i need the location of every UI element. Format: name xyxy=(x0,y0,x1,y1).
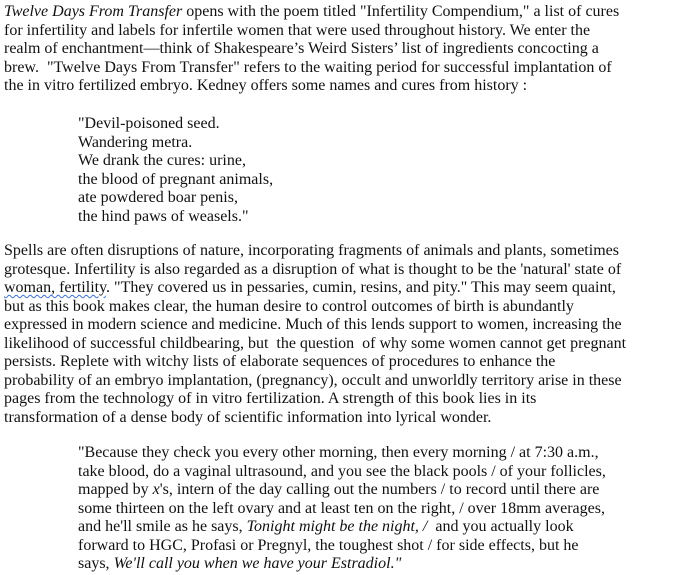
text-segment: expressed in modern science and medicine. Much of this lends support to women, increasing the xyxy=(4,316,622,333)
text-segment: "Because they check you every other morning, then every morning / at 7:30 a.m., xyxy=(78,444,599,461)
text-line xyxy=(78,481,606,500)
text-line xyxy=(78,152,273,171)
text-line xyxy=(4,316,626,335)
text-segment: pages from the technology of in vitro fertilization. A strength of this book lies in its xyxy=(4,390,537,407)
spellcheck-flagged-text[interactable]: woman, fertility xyxy=(4,279,107,296)
text-segment: the in vitro fertilized embryo. Kedney offers some names and cures from history : xyxy=(4,77,528,94)
text-line xyxy=(78,463,606,482)
text-line xyxy=(78,555,606,574)
text-segment: take blood, do a vaginal ultrasound, and you see the black pools / of your follicles, xyxy=(78,462,606,480)
text-segment: . "They covered us in pessaries, cumin, resins, and pity." This may seem quaint, xyxy=(106,279,616,296)
text-line xyxy=(4,77,619,96)
text-line xyxy=(4,242,626,261)
text-line xyxy=(4,261,626,280)
text-segment: transformation of a dense body of scientific information into lyrical wonder. xyxy=(4,408,492,426)
text-line xyxy=(78,171,273,190)
text-line xyxy=(4,372,626,391)
text-segment: says, xyxy=(78,555,114,572)
text-line xyxy=(4,59,619,78)
text-segment: realm of enchantment—think of Shakespeare’s Weird Sisters’ list of ingredients concocting a xyxy=(4,40,599,57)
block-quote xyxy=(78,444,606,574)
text-segment: for infertility and labels for infertile women that were used throughout history. We enter the xyxy=(4,21,591,39)
body-paragraph xyxy=(4,242,626,427)
italic-text: Tonight might be the night, / xyxy=(246,518,432,535)
italic-text: x xyxy=(152,481,160,498)
text-segment: mapped by xyxy=(78,481,153,498)
text-segment: and you actually look xyxy=(431,518,574,535)
text-segment: and he'll smile as he says, xyxy=(78,518,247,535)
text-line xyxy=(78,208,273,227)
text-segment: "Devil-poisoned seed. xyxy=(78,115,220,132)
text-line xyxy=(78,537,606,556)
text-segment: persists. Replete with witchy lists of elaborate sequences of procedures to enhance the xyxy=(4,353,556,370)
text-line xyxy=(78,189,273,208)
text-line xyxy=(4,390,626,409)
text-line xyxy=(4,22,619,41)
text-segment: likelihood of successful childbearing, but the question of why some women cannot get pregnant xyxy=(4,334,627,352)
text-line xyxy=(4,40,619,59)
text-segment: 's, intern of the day calling out the numbers / to record until there are xyxy=(159,481,600,498)
text-line xyxy=(78,500,606,519)
text-line xyxy=(4,3,619,22)
text-line xyxy=(78,115,273,134)
text-line xyxy=(4,335,626,354)
text-line xyxy=(78,134,273,153)
text-segment: grotesque. Infertility is also regarded as a disruption of what is thought to be the 'natural' state of xyxy=(4,260,622,278)
intro-paragraph xyxy=(4,3,619,96)
text-segment: ate powdered boar penis, xyxy=(78,189,238,206)
text-line xyxy=(4,409,626,428)
poem-quote xyxy=(78,115,273,226)
text-segment: probability of an embryo implantation, (pregnancy), occult and unworldly territory arise in these xyxy=(4,371,622,389)
text-segment: forward to HGC, Profasi or Pregnyl, the toughest shot / for side effects, but he xyxy=(78,536,579,554)
italic-text: We'll call you when we have your Estradiol." xyxy=(113,555,402,572)
text-line xyxy=(78,518,606,537)
text-segment: Spells are often disruptions of nature, incorporating fragments of animals and plants, sometimes xyxy=(4,242,619,259)
text-segment: Wandering metra. xyxy=(78,133,193,151)
italic-text: Twelve Days From Transfer xyxy=(4,3,183,20)
text-line xyxy=(4,353,626,372)
text-segment: but as this book makes clear, the human desire to control outcomes of birth is abundantly xyxy=(4,297,574,315)
text-segment: brew. "Twelve Days From Transfer" refers to the waiting period for successful implantation of xyxy=(4,58,612,76)
text-segment: opens with the poem titled "Infertility Compendium," a list of cures xyxy=(182,3,620,20)
text-line xyxy=(78,444,606,463)
text-segment: some thirteen on the left ovary and at least ten on the right, / over 18mm averages, xyxy=(78,499,605,517)
text-line xyxy=(4,298,626,317)
text-line xyxy=(4,279,626,298)
text-segment: the blood of pregnant animals, xyxy=(78,170,274,188)
text-segment: the hind paws of weasels." xyxy=(78,207,249,225)
text-segment: We drank the cures: urine, xyxy=(78,152,246,169)
